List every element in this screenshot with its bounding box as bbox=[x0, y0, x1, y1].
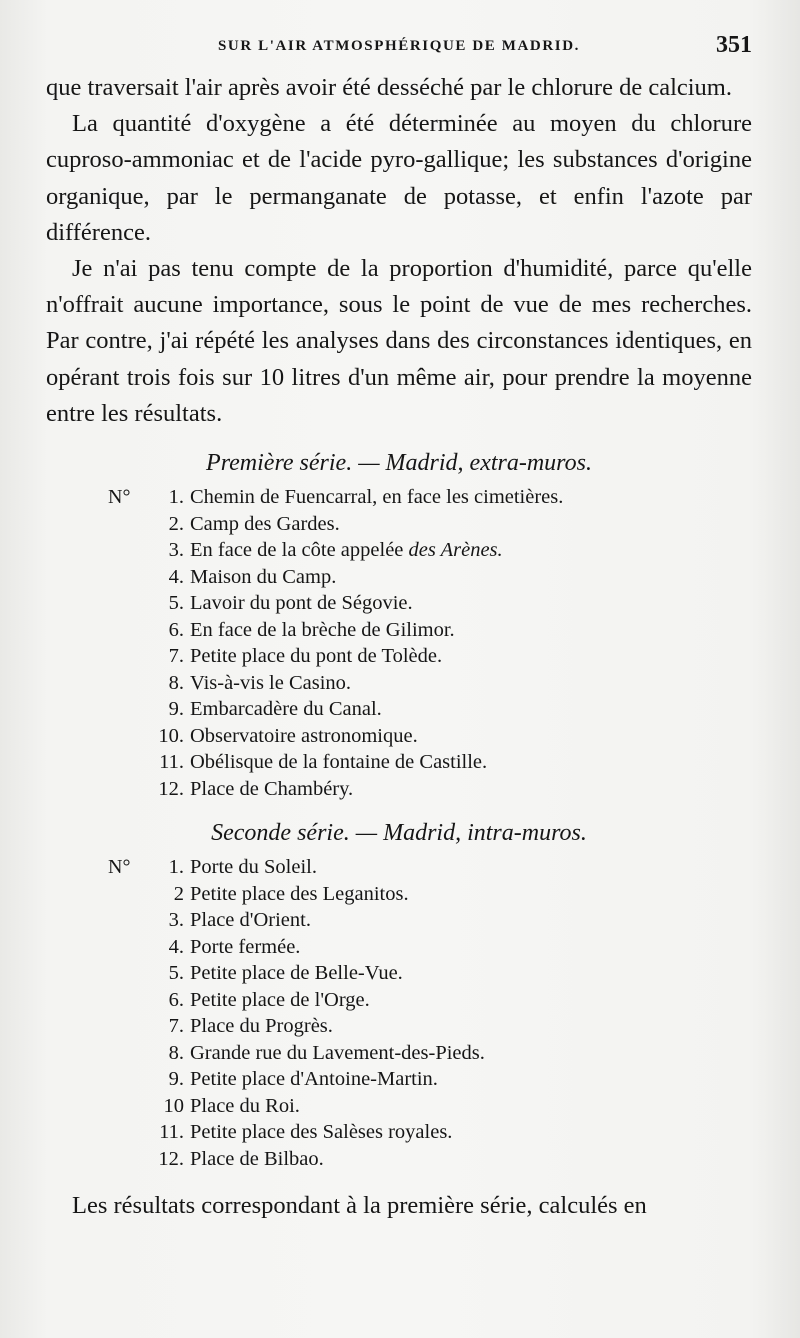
list-item bbox=[46, 1093, 752, 1120]
item-number: 1. bbox=[168, 486, 184, 509]
list-item bbox=[46, 934, 752, 961]
item-text-italic: des Arènes. bbox=[408, 539, 503, 562]
item-number: 2 bbox=[173, 882, 184, 905]
paragraph-1: que traversait l'air après avoir été desséché par le chlorure de calcium. bbox=[46, 74, 732, 101]
item-number: 8. bbox=[168, 671, 184, 694]
list-item bbox=[46, 1040, 752, 1067]
list-item bbox=[46, 617, 752, 644]
item-text: Porte fermée. bbox=[190, 935, 301, 958]
item-text: Vis-à-vis le Casino. bbox=[190, 671, 352, 694]
item-number: 11. bbox=[159, 1121, 184, 1144]
list-item bbox=[46, 1013, 752, 1040]
item-text: Porte du Soleil. bbox=[190, 856, 317, 879]
location-list-second bbox=[46, 854, 752, 1172]
item-text: Embarcadère du Canal. bbox=[190, 698, 382, 721]
list-item bbox=[46, 723, 752, 750]
paragraph-2: La quantité d'oxygène a été déterminée au moyen du chlorure cuproso-ammoniac et de l'acide pyro-gallique; les substances d'origine organique, par le permanganate de potasse, et enfin l'azote par différence. bbox=[46, 110, 752, 246]
item-number: 10 bbox=[163, 1094, 184, 1117]
number-prefix: N° bbox=[108, 856, 131, 879]
item-text: Place du Roi. bbox=[190, 1094, 300, 1117]
list-item bbox=[46, 537, 752, 564]
item-text: Petite place de l'Orge. bbox=[190, 988, 370, 1011]
item-number: 1. bbox=[168, 856, 184, 879]
item-number: 7. bbox=[168, 645, 184, 668]
paragraph-3: Je n'ai pas tenu compte de la proportion d'humidité, parce qu'elle n'offrait aucune importance, sous le point de vue de mes recherches. Par contre, j'ai répété les analyses dans des circonstances identiques, en opérant trois fois sur 10 litres d'un même air, pour prendre la moyenne entre les résultats. bbox=[46, 255, 752, 427]
list-item bbox=[46, 643, 752, 670]
list-item bbox=[46, 1119, 752, 1146]
item-number: 3. bbox=[168, 539, 184, 562]
item-text: Lavoir du pont de Ségovie. bbox=[190, 592, 413, 615]
item-number: 12. bbox=[158, 1147, 184, 1170]
item-text: Chemin de Fuencarral, en face les cimetières. bbox=[190, 486, 564, 509]
item-number: 10. bbox=[158, 724, 184, 747]
item-text: Camp des Gardes. bbox=[190, 512, 340, 535]
running-title: SUR L'AIR ATMOSPHÉRIQUE DE MADRID. bbox=[217, 38, 581, 54]
list-item bbox=[46, 749, 752, 776]
list-item bbox=[46, 1066, 752, 1093]
item-number: 5. bbox=[168, 962, 184, 985]
list-item bbox=[46, 484, 752, 511]
list-item bbox=[46, 960, 752, 987]
list-item bbox=[46, 854, 752, 881]
list-item bbox=[46, 881, 752, 908]
page-number: 351 bbox=[716, 32, 752, 58]
item-number: 4. bbox=[168, 935, 184, 958]
list-item bbox=[46, 670, 752, 697]
item-text: Place de Chambéry. bbox=[190, 777, 354, 800]
item-number: 3. bbox=[168, 909, 184, 932]
item-number: 6. bbox=[168, 618, 184, 641]
number-prefix: N° bbox=[108, 486, 131, 509]
item-number: 6. bbox=[168, 988, 184, 1011]
item-text: Petite place des Salèses royales. bbox=[190, 1121, 453, 1144]
item-text: Petite place du pont de Tolède. bbox=[190, 645, 443, 668]
list-item bbox=[46, 987, 752, 1014]
item-text: En face de la côte appelée bbox=[190, 539, 409, 562]
item-text: Obélisque de la fontaine de Castille. bbox=[190, 751, 488, 774]
list-item bbox=[46, 907, 752, 934]
running-head bbox=[46, 30, 752, 70]
series-title-first: Première série. — Madrid, extra-muros. bbox=[206, 450, 592, 477]
item-number: 7. bbox=[168, 1015, 184, 1038]
closing-line: Les résultats correspondant à la première série, calculés en bbox=[72, 1192, 647, 1220]
item-number: 11. bbox=[159, 751, 184, 774]
item-number: 5. bbox=[168, 592, 184, 615]
item-text: Petite place de Belle-Vue. bbox=[190, 962, 403, 985]
item-text: Place d'Orient. bbox=[190, 909, 311, 932]
item-number: 9. bbox=[168, 698, 184, 721]
list-item bbox=[46, 776, 752, 803]
item-text: Place de Bilbao. bbox=[190, 1147, 324, 1170]
list-item bbox=[46, 511, 752, 538]
list-item bbox=[46, 564, 752, 591]
location-list-first bbox=[46, 484, 752, 802]
item-text: Petite place des Leganitos. bbox=[190, 882, 409, 905]
item-text: En face de la brèche de Gilimor. bbox=[190, 618, 455, 641]
item-text: Observatoire astronomique. bbox=[190, 724, 418, 747]
item-text: Grande rue du Lavement-des-Pieds. bbox=[190, 1041, 485, 1064]
item-number: 9. bbox=[168, 1068, 184, 1091]
list-item bbox=[46, 696, 752, 723]
series-title-second: Seconde série. — Madrid, intra-muros. bbox=[211, 820, 587, 847]
item-text: Petite place d'Antoine-Martin. bbox=[190, 1068, 438, 1091]
item-number: 4. bbox=[168, 565, 184, 588]
item-text: Maison du Camp. bbox=[190, 565, 337, 588]
item-text: Place du Progrès. bbox=[190, 1015, 333, 1038]
item-number: 2. bbox=[168, 512, 184, 535]
item-number: 8. bbox=[168, 1041, 184, 1064]
list-item bbox=[46, 1146, 752, 1173]
item-number: 12. bbox=[158, 777, 184, 800]
list-item bbox=[46, 590, 752, 617]
